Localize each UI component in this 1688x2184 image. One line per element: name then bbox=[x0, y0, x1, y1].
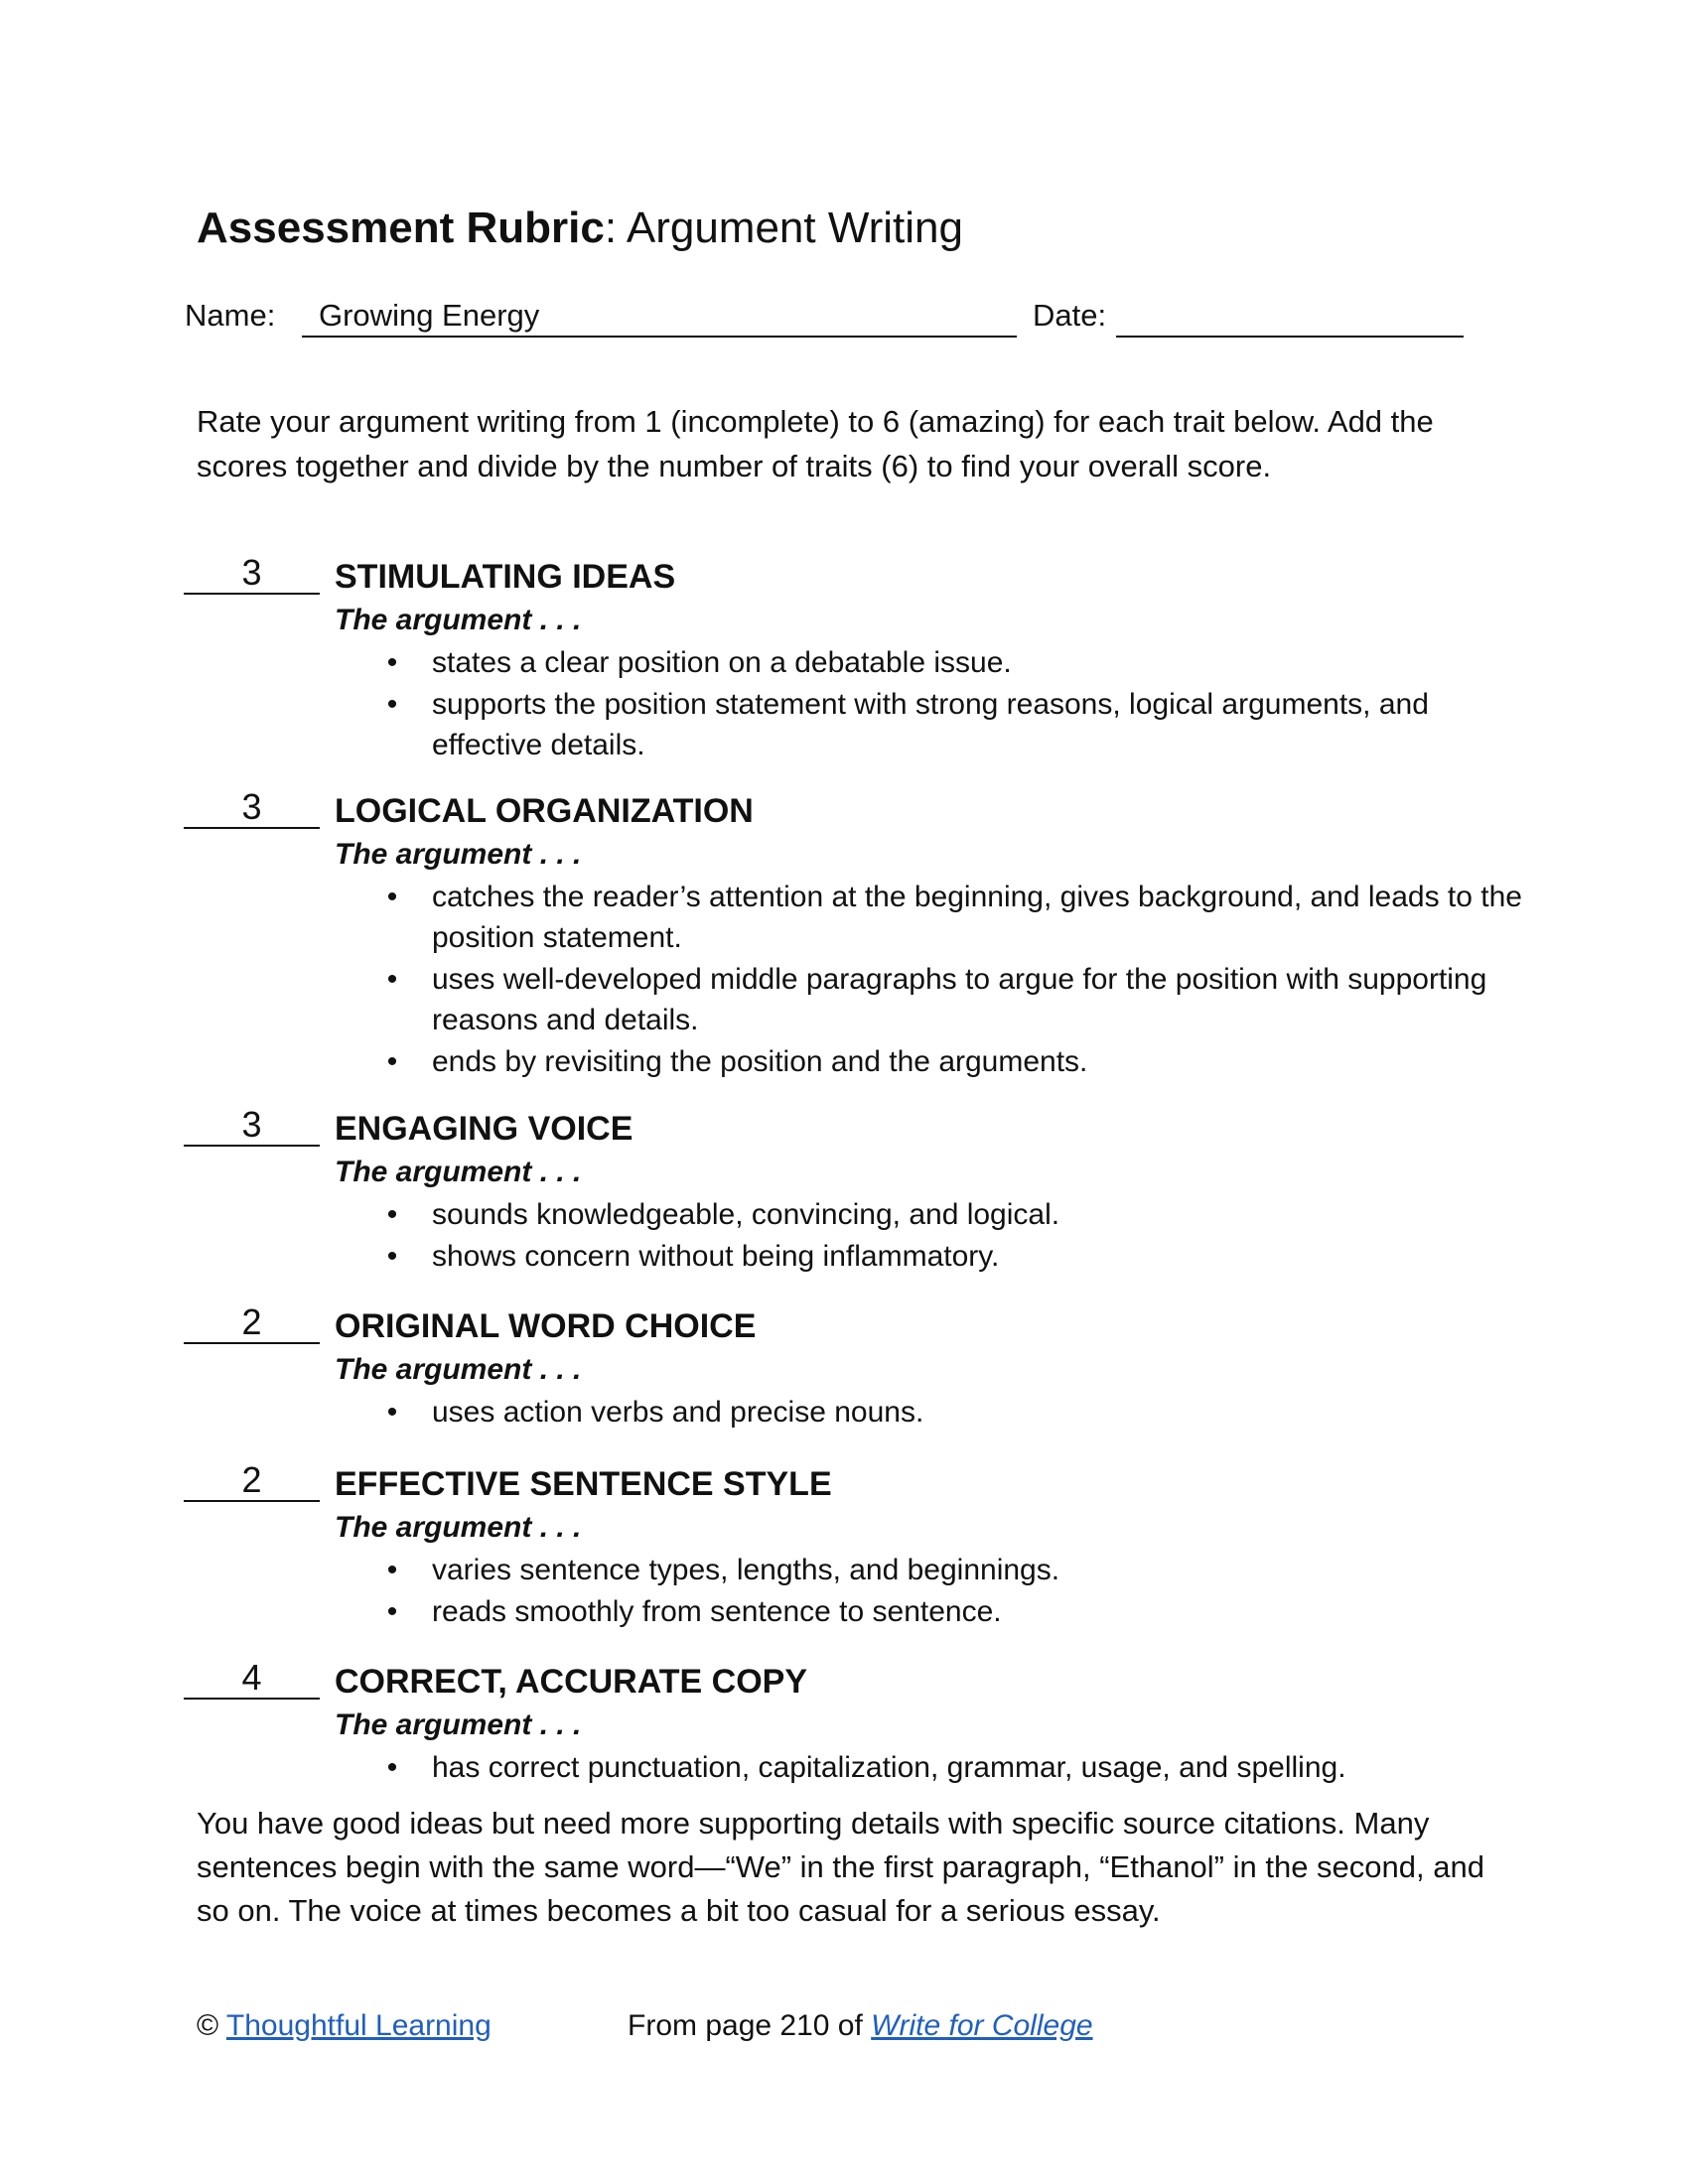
list-item bbox=[382, 1236, 1534, 1277]
trait-title: ENGAGING VOICE bbox=[335, 1110, 633, 1148]
bullet-text: supports the position statement with strong reasons, logical arguments, and effective details. bbox=[432, 688, 1429, 761]
trait-lead: The argument . . . bbox=[335, 1511, 582, 1544]
bullet-icon: • bbox=[386, 1240, 398, 1273]
bullet-icon: • bbox=[386, 1554, 398, 1586]
list-item bbox=[382, 1194, 1534, 1235]
bullet-icon: • bbox=[386, 1595, 398, 1628]
list-item bbox=[382, 1591, 1534, 1632]
score-field[interactable] bbox=[184, 1500, 320, 1502]
trait-bullets bbox=[382, 1194, 1534, 1278]
score-value: 2 bbox=[241, 1459, 262, 1500]
score-value: 4 bbox=[241, 1657, 262, 1698]
bullet-icon: • bbox=[386, 881, 398, 913]
list-item bbox=[382, 642, 1534, 683]
bullet-icon: • bbox=[386, 1751, 398, 1784]
trait-title: CORRECT, ACCURATE COPY bbox=[335, 1663, 808, 1701]
bullet-text: uses action verbs and precise nouns. bbox=[432, 1396, 924, 1429]
list-item bbox=[382, 1392, 1534, 1433]
trait-bullets bbox=[382, 1747, 1534, 1789]
name-value: Growing Energy bbox=[319, 298, 540, 333]
score-value: 3 bbox=[241, 1104, 262, 1145]
score-field[interactable] bbox=[184, 1342, 320, 1344]
source-prefix: From page 210 of bbox=[628, 2009, 863, 2042]
bullet-text: reads smoothly from sentence to sentence. bbox=[432, 1595, 1002, 1628]
bullet-text: uses well-developed middle paragraphs to argue for the position with supporting reasons and details. bbox=[432, 963, 1487, 1036]
footer-source bbox=[628, 2007, 1093, 2045]
publisher-link[interactable]: Thoughtful Learning bbox=[225, 2009, 492, 2042]
bullet-icon: • bbox=[386, 963, 398, 996]
list-item bbox=[382, 1550, 1534, 1590]
bullet-text: catches the reader’s attention at the beginning, gives background, and leads to the position statement. bbox=[432, 881, 1522, 954]
trait-title: LOGICAL ORGANIZATION bbox=[335, 792, 754, 830]
bullet-text: shows concern without being inflammatory. bbox=[432, 1240, 1000, 1273]
trait-bullets bbox=[382, 877, 1534, 1083]
date-field[interactable] bbox=[1116, 296, 1464, 338]
bullet-text: ends by revisiting the position and the arguments. bbox=[432, 1045, 1088, 1078]
bullet-icon: • bbox=[386, 1045, 398, 1078]
trait-lead: The argument . . . bbox=[335, 1708, 582, 1741]
trait-lead: The argument . . . bbox=[335, 838, 582, 871]
title-rest: : Argument Writing bbox=[604, 204, 963, 252]
score-field[interactable] bbox=[184, 593, 320, 595]
trait-lead: The argument . . . bbox=[335, 1156, 582, 1188]
teacher-comment: You have good ideas but need more supporting details with specific source citations. Many sentences begin with the same word—“We” in the first paragraph, “Ethanol” in the second, and so on. The voice at times becomes a bit too casual for a serious essay. bbox=[197, 1806, 1484, 1928]
score-field[interactable] bbox=[184, 1698, 320, 1700]
bullet-icon: • bbox=[386, 688, 398, 721]
trait-bullets bbox=[382, 1550, 1534, 1633]
list-item bbox=[382, 877, 1534, 958]
list-item bbox=[382, 1747, 1534, 1788]
score-field[interactable] bbox=[184, 827, 320, 829]
trait-bullets bbox=[382, 1392, 1534, 1433]
page-title bbox=[197, 202, 963, 255]
score-value: 3 bbox=[241, 786, 262, 827]
instructions: Rate your argument writing from 1 (incomplete) to 6 (amazing) for each trait below. Add the scores together and divide by the number of traits (6) to find your overall score. bbox=[197, 404, 1434, 483]
trait-bullets bbox=[382, 642, 1534, 766]
bullet-text: has correct punctuation, capitalization, grammar, usage, and spelling. bbox=[432, 1751, 1346, 1784]
trait-title: EFFECTIVE SENTENCE STYLE bbox=[335, 1465, 832, 1503]
bullet-text: varies sentence types, lengths, and beginnings. bbox=[432, 1554, 1060, 1586]
bullet-icon: • bbox=[386, 1396, 398, 1429]
bullet-icon: • bbox=[386, 1198, 398, 1231]
trait-lead: The argument . . . bbox=[335, 1353, 582, 1386]
copyright-icon: © bbox=[197, 2009, 219, 2042]
trait-lead: The argument . . . bbox=[335, 604, 582, 636]
score-value: 3 bbox=[241, 552, 262, 593]
trait-title: STIMULATING IDEAS bbox=[335, 558, 676, 596]
list-item bbox=[382, 684, 1534, 765]
score-value: 2 bbox=[241, 1301, 262, 1342]
date-label: Date: bbox=[1033, 298, 1107, 333]
footer-copyright bbox=[197, 2007, 492, 2045]
bullet-icon: • bbox=[386, 646, 398, 679]
title-bold: Assessment Rubric bbox=[197, 204, 605, 252]
trait-title: ORIGINAL WORD CHOICE bbox=[335, 1307, 757, 1345]
list-item bbox=[382, 959, 1534, 1040]
bullet-text: states a clear position on a debatable issue. bbox=[432, 646, 1012, 679]
name-label: Name: bbox=[185, 298, 276, 333]
score-field[interactable] bbox=[184, 1145, 320, 1147]
bullet-text: sounds knowledgeable, convincing, and logical. bbox=[432, 1198, 1060, 1231]
list-item bbox=[382, 1041, 1534, 1082]
book-link[interactable]: Write for College bbox=[871, 2009, 1093, 2042]
